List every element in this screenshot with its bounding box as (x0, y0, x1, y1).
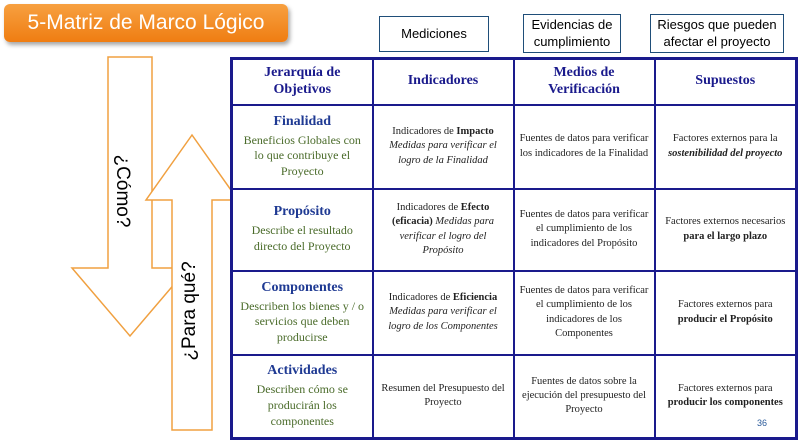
componentes-objective (232, 271, 373, 355)
actividades-title: Actividades (267, 363, 338, 379)
label-evidencias: Evidencias de cumplimiento (523, 14, 621, 53)
header-row (232, 59, 797, 105)
proposito-title: Propósito (273, 204, 331, 220)
header-medios: Medios de Verificación (514, 59, 655, 105)
actividades-supuestos: Factores externos para producir los componentes (655, 355, 797, 439)
componentes-supuestos: Factores externos para producir el Propósito (655, 271, 797, 355)
finalidad-indicadores: Indicadores de Impacto Medidas para verificar el logro de la Finalidad (373, 105, 514, 189)
finalidad-supuestos: Factores externos para la sostenibilidad del proyecto (655, 105, 797, 189)
finalidad-title: Finalidad (273, 113, 332, 129)
proposito-supuestos: Factores externos necesarios para el largo plazo (655, 189, 797, 271)
row-finalidad (232, 105, 797, 189)
componentes-medios: Fuentes de datos para verificar el cumplimiento de los indicadores de los Componentes (514, 271, 655, 355)
header-supuestos: Supuestos (655, 59, 797, 105)
proposito-indicadores: Indicadores de Efecto (eficacia) Medidas para verificar el logro del Propósito (373, 189, 514, 271)
actividades-desc: Describen cómo se producirán los componentes (256, 382, 348, 428)
para-que-label: ¿Para qué? (179, 261, 200, 361)
proposito-objective (232, 189, 373, 271)
row-actividades (232, 355, 797, 439)
finalidad-medios: Fuentes de datos para verificar los indicadores de la Finalidad (514, 105, 655, 189)
componentes-desc: Describen los bienes y / o servicios que deben producirse (240, 298, 365, 344)
header-indicadores: Indicadores (373, 59, 514, 105)
finalidad-desc: Beneficios Globales con lo que contribuye el Proyecto (243, 132, 361, 178)
actividades-objective (232, 355, 373, 439)
proposito-medios: Fuentes de datos para verificar el cumplimiento de los indicadores del Propósito (514, 189, 655, 271)
proposito-desc: Describe el resultado directo del Proyecto (251, 223, 353, 253)
como-label: ¿Cómo? (112, 154, 133, 228)
label-mediciones: Mediciones (379, 16, 489, 52)
actividades-medios: Fuentes de datos sobre la ejecución del presupuesto del Proyecto (514, 355, 655, 439)
header-jerarquia: Jerarquía de Objetivos (232, 59, 373, 105)
page-number: 36 (757, 418, 768, 428)
actividades-indicadores: Resumen del Presupuesto del Proyecto (373, 355, 514, 439)
componentes-indicadores: Indicadores de Eficiencia Medidas para verificar el logro de los Componentes (373, 271, 514, 355)
logical-framework-matrix (230, 57, 798, 440)
componentes-title: Componentes (261, 279, 344, 295)
row-componentes (232, 271, 797, 355)
row-proposito (232, 189, 797, 271)
label-riesgos: Riesgos que pueden afectar el proyecto (650, 14, 784, 53)
slide-title: 5-Matriz de Marco Lógico (4, 4, 288, 42)
finalidad-objective (232, 105, 373, 189)
